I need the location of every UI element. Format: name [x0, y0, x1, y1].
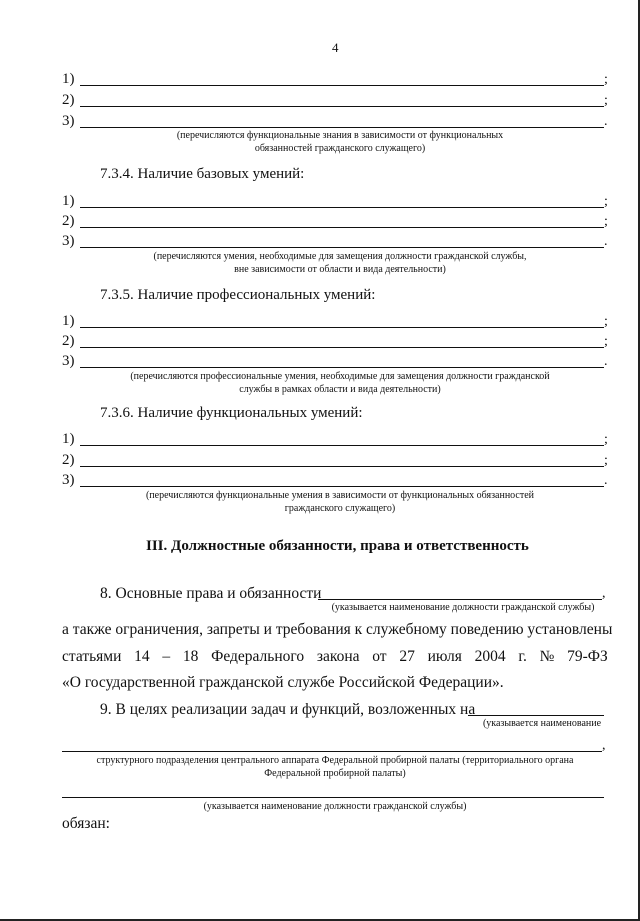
line-ending: ; [604, 334, 608, 349]
paragraph-line: а также ограничения, запреты и требования к служебному поведению установлены [62, 621, 613, 638]
fill-in-line[interactable] [62, 751, 602, 752]
fill-in-line[interactable] [80, 227, 604, 228]
line-ending: . [604, 473, 608, 488]
list-item-number: 1) [62, 193, 75, 209]
field-caption: (указывается наименование должности гражданской службы) [203, 801, 467, 812]
line-ending: ; [604, 194, 608, 209]
page-number: 4 [332, 40, 339, 55]
fill-in-line[interactable] [468, 715, 604, 716]
section-heading: 7.3.6. Наличие функциональных умений: [100, 405, 363, 421]
fill-in-line[interactable] [80, 327, 604, 328]
line-ending: ; [604, 453, 608, 468]
list-item-number: 2) [62, 452, 75, 468]
list-item-number: 3) [62, 233, 75, 249]
line-ending: . [604, 354, 608, 369]
field-caption: (перечисляются функциональные знания в зависимости от функциональных обязанностей гражданского служащего) [176, 130, 504, 154]
line-ending: ; [604, 314, 608, 329]
paragraph-lead: 9. В целях реализации задач и функций, возложенных на [100, 701, 476, 718]
fill-in-line[interactable] [80, 247, 604, 248]
field-caption: (указывается наименование должности гражданской службы) [331, 602, 595, 613]
field-caption: (перечисляются функциональные умения в зависимости от функциональных обязанностей гражданского служащего) [145, 490, 535, 514]
line-ending: ; [604, 72, 608, 87]
field-caption: (перечисляются профессиональные умения, необходимые для замещения должности гражданской службы в рамках области и вида деятельности) [130, 371, 550, 395]
fill-in-line[interactable] [80, 445, 604, 446]
line-ending: ; [604, 93, 608, 108]
fill-in-line[interactable] [80, 106, 604, 107]
paragraph-lead: 8. Основные права и обязанности [100, 585, 322, 602]
field-caption: структурного подразделения центрального аппарата Федеральной пробирной палаты (территориального органа Федеральной пробирной палаты) [96, 755, 574, 779]
fill-in-line[interactable] [80, 347, 604, 348]
list-item-number: 3) [62, 353, 75, 369]
fill-in-line[interactable] [80, 127, 604, 128]
list-item-number: 2) [62, 333, 75, 349]
line-ending: ; [604, 214, 608, 229]
line-ending: , [602, 738, 606, 753]
list-item-number: 3) [62, 472, 75, 488]
fill-in-line[interactable] [80, 85, 604, 86]
fill-in-line[interactable] [80, 486, 604, 487]
line-ending: . [604, 114, 608, 129]
paragraph-line: «О государственной гражданской службе Российской Федерации». [62, 674, 504, 691]
line-ending: , [602, 586, 606, 601]
list-item-number: 3) [62, 113, 75, 129]
list-item-number: 2) [62, 213, 75, 229]
list-item-number: 1) [62, 71, 75, 87]
line-ending: . [604, 234, 608, 249]
field-caption: (указывается наименование [482, 718, 602, 729]
section-heading: 7.3.5. Наличие профессиональных умений: [100, 287, 376, 303]
field-caption: (перечисляются умения, необходимые для замещения должности гражданской службы, вне зависимости от области и вида деятельности) [153, 251, 527, 275]
fill-in-line[interactable] [80, 466, 604, 467]
fill-in-line[interactable] [80, 207, 604, 208]
fill-in-line[interactable] [318, 599, 602, 600]
paragraph-line-justified: статьями 14 – 18 Федерального закона от 27 июля 2004 г. № 79-ФЗ [62, 648, 608, 665]
fill-in-line[interactable] [62, 797, 604, 798]
closing-text: обязан: [62, 815, 110, 832]
list-item-number: 2) [62, 92, 75, 108]
list-item-number: 1) [62, 431, 75, 447]
section-title: III. Должностные обязанности, права и ответственность [146, 538, 529, 554]
fill-in-line[interactable] [80, 367, 604, 368]
section-heading: 7.3.4. Наличие базовых умений: [100, 166, 305, 182]
line-ending: ; [604, 432, 608, 447]
list-item-number: 1) [62, 313, 75, 329]
